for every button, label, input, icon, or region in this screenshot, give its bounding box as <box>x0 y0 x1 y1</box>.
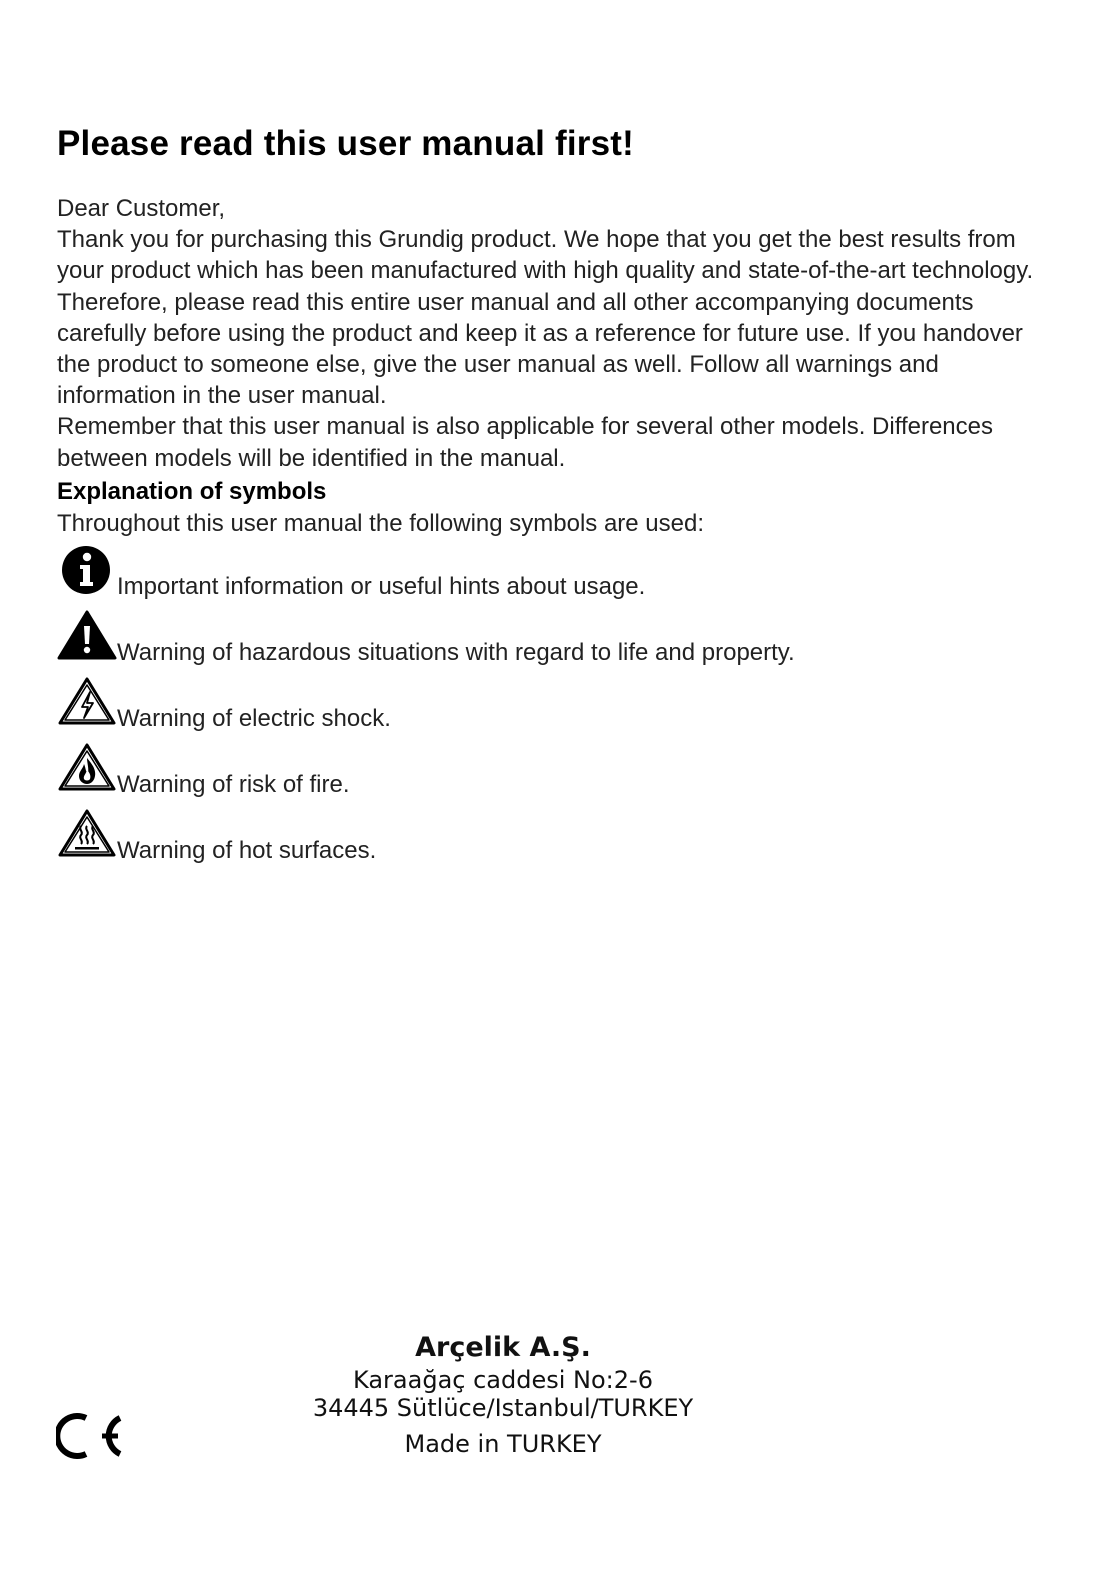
intro-paragraph: Thank you for purchasing this Grundig product. We hope that you get the best results from your product which has been manufactured with high quality and state-of-the-art technology. Therefore, please read this entire user manual and all other accompanying documents carefully before using the product and keep it as a reference for future use. If you handover the product to someone else, give the user manual as well. Follow all warnings and information in the user manual. <box>57 226 1034 410</box>
symbol-row-info <box>57 544 1057 604</box>
symbols-heading: Explanation of symbols <box>57 478 327 505</box>
symbol-row-hot-surface <box>57 808 1057 868</box>
symbol-text-electric: Warning of electric shock. <box>117 705 391 732</box>
electric-shock-warning-icon <box>57 676 117 732</box>
made-in: Made in TURKEY <box>404 1430 602 1458</box>
symbol-text-fire: Warning of risk of fire. <box>117 771 350 798</box>
hot-surface-warning-icon <box>57 808 117 864</box>
symbol-row-electric <box>57 676 1057 736</box>
manufacturer-address <box>250 1330 756 1458</box>
greeting: Dear Customer, <box>57 195 226 222</box>
symbol-text-hot-surface: Warning of hot surfaces. <box>117 837 377 864</box>
info-icon <box>57 544 117 600</box>
symbols-intro: Throughout this user manual the following symbols are used: <box>57 510 705 537</box>
page-title: Please read this user manual first! <box>57 124 634 163</box>
models-note-paragraph: Remember that this user manual is also applicable for several other models. Differences between models will be identified in the manual. <box>57 413 993 472</box>
symbol-text-info: Important information or useful hints about usage. <box>117 573 646 600</box>
symbol-row-fire <box>57 742 1057 802</box>
address-line-1: Karaağaç caddesi No:2-6 <box>353 1366 653 1394</box>
address-line-2: 34445 Sütlüce/Istanbul/TURKEY <box>312 1394 694 1422</box>
company-name: Arçelik A.Ş. <box>415 1332 591 1363</box>
fire-warning-icon <box>57 742 117 798</box>
symbol-text-hazard: Warning of hazardous situations with regard to life and property. <box>117 639 795 666</box>
symbol-row-hazard <box>57 610 1057 670</box>
ce-mark-logo <box>56 1410 124 1462</box>
hazard-warning-icon <box>57 610 117 666</box>
intro-text <box>57 193 1057 474</box>
